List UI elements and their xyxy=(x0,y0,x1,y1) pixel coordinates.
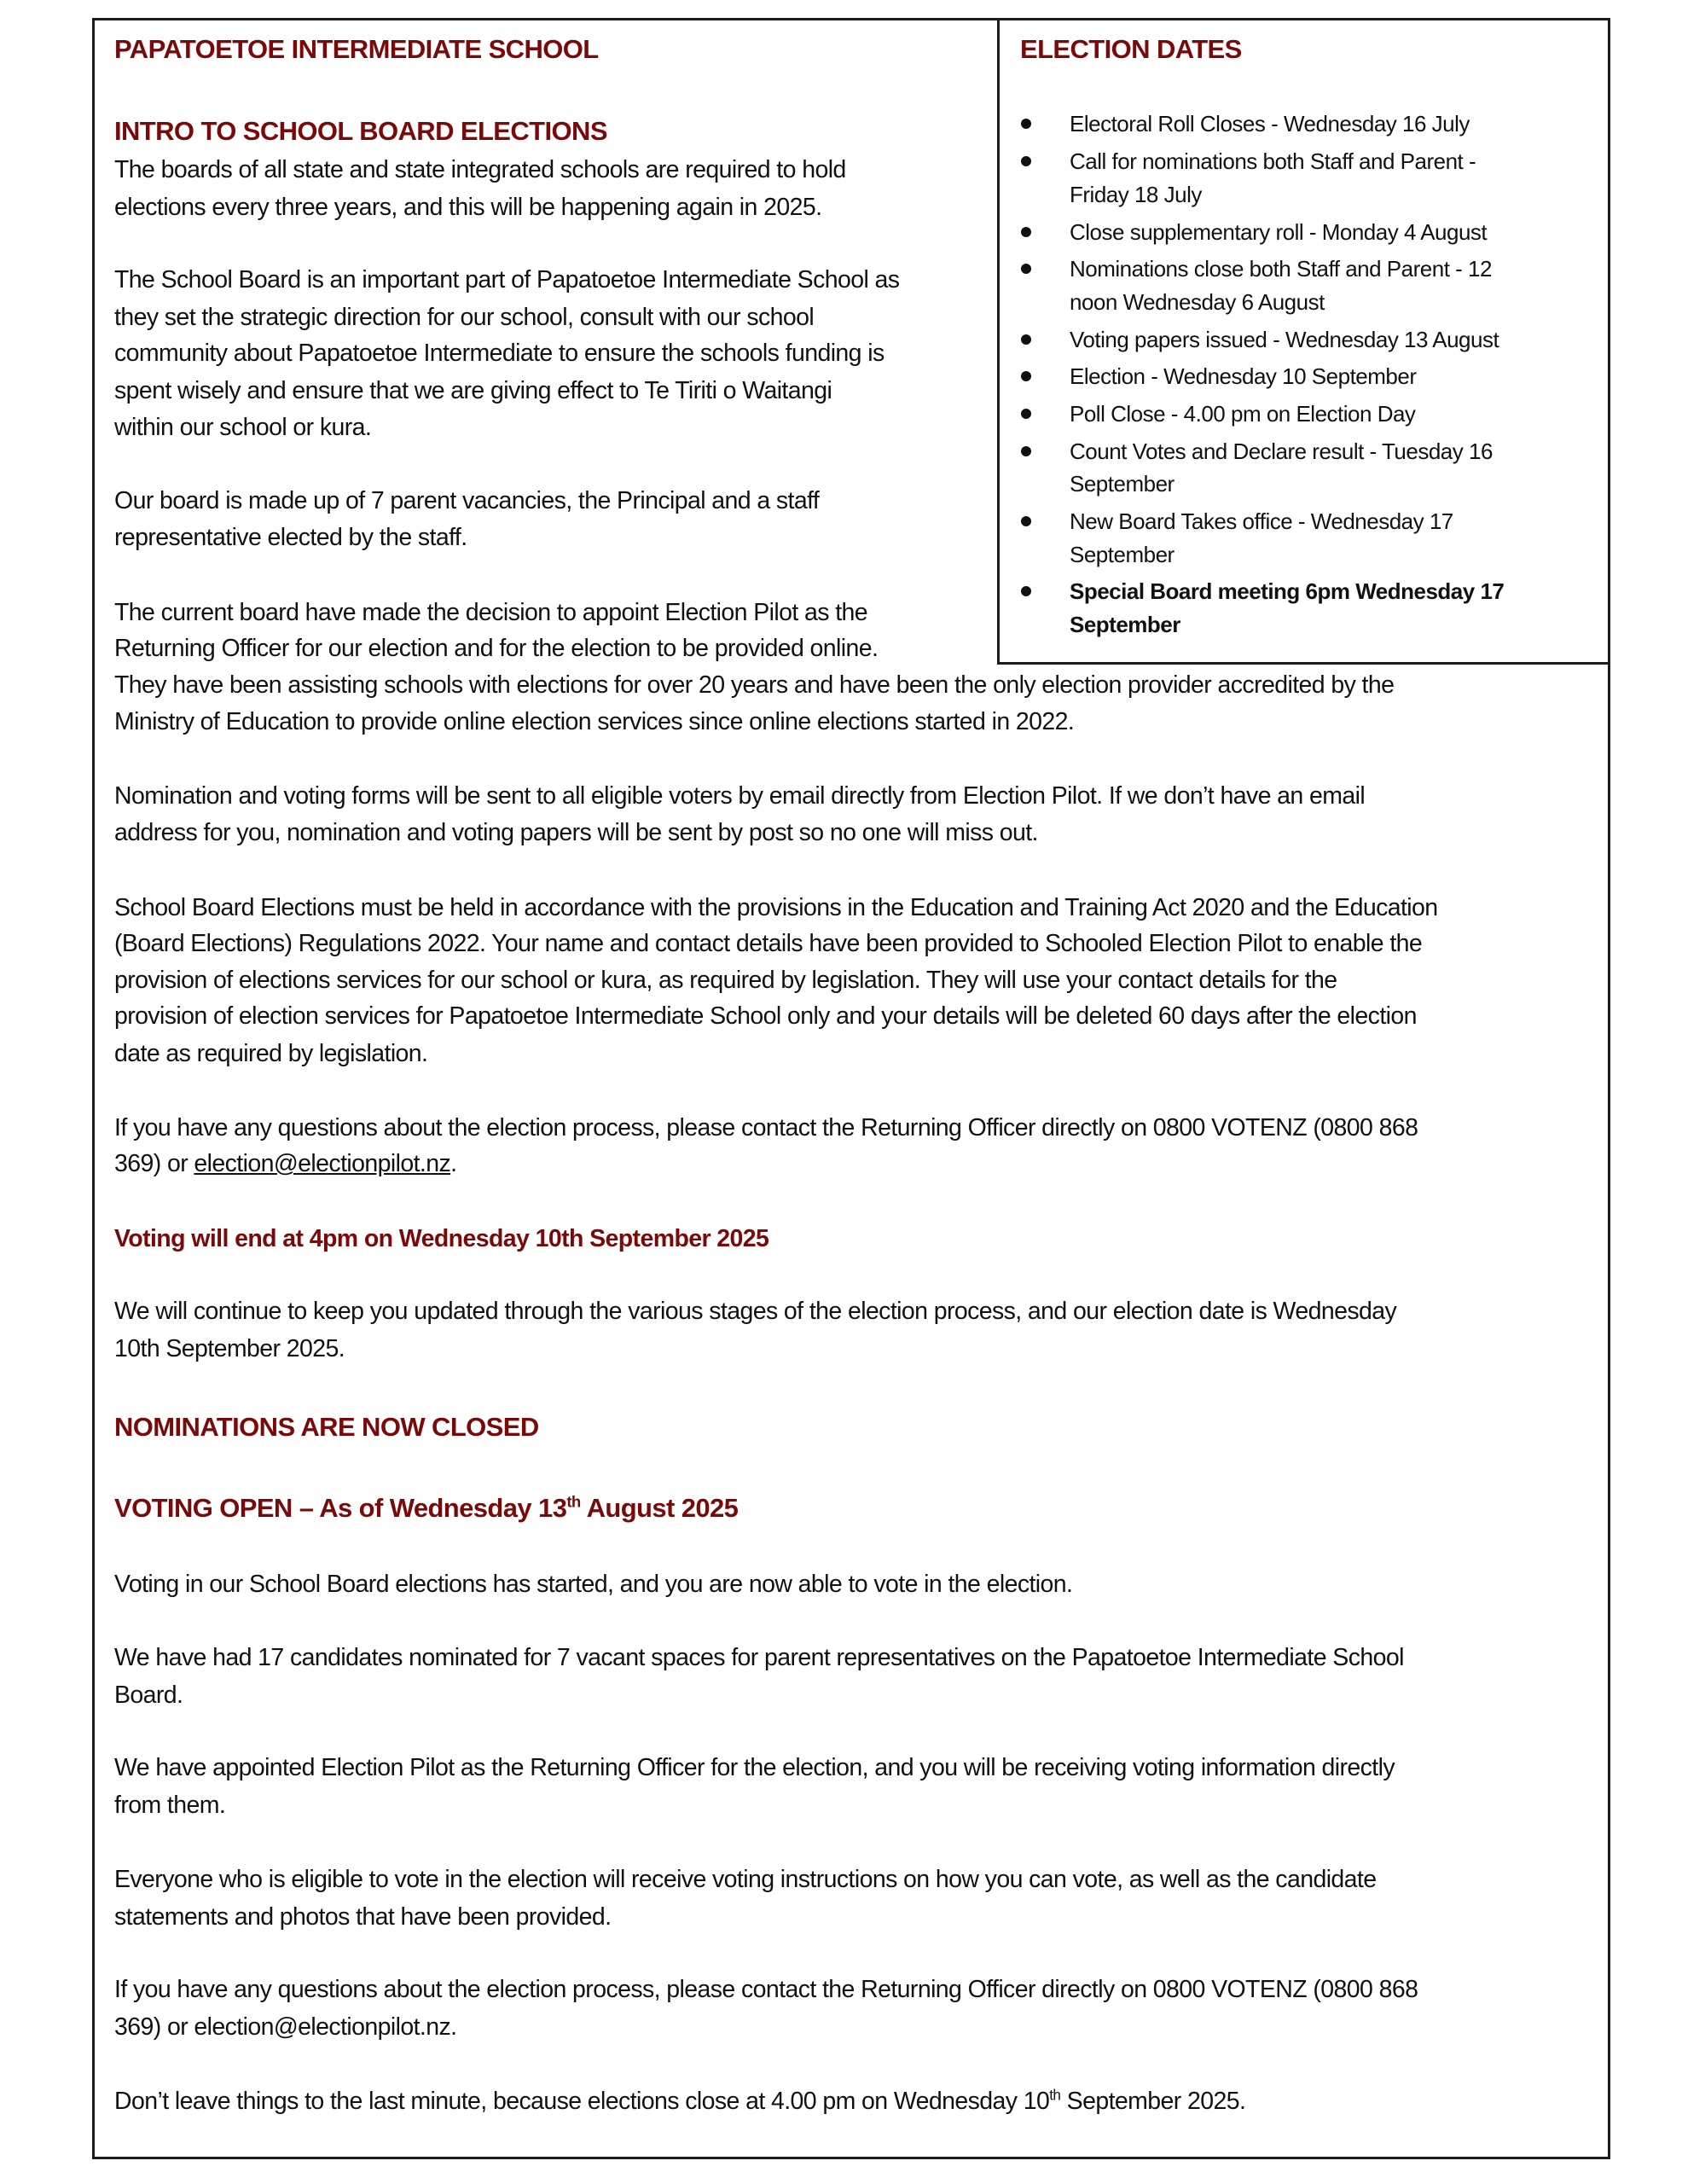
last-minute-prefix: Don’t leave things to the last minute, because elections close at 4.00 pm on Wednesday 10 xyxy=(114,2088,1050,2115)
questions-text: If you have any questions about the election process, please contact the Returning Officer directly on 0800 VOTENZ (0800 868 xyxy=(114,1114,1418,1141)
board-makeup-text: representative elected by the staff. xyxy=(114,524,467,551)
board-role-text: The School Board is an important part of Papatoetoe Intermediate School as xyxy=(114,266,900,293)
forms-text: Nomination and voting forms will be sent to all eligible voters by email directly from Election Pilot. If we don’t have an email xyxy=(114,782,1366,810)
ordinal-suffix: th xyxy=(566,1492,581,1511)
bullet-icon xyxy=(1021,516,1031,526)
instructions-text: statements and photos that have been provided. xyxy=(114,1903,612,1931)
voting-open-prefix: VOTING OPEN – As of Wednesday 13 xyxy=(114,1493,567,1523)
date-item: Poll Close - 4.00 pm on Election Day xyxy=(1070,401,1416,427)
date-item-cont: noon Wednesday 6 August xyxy=(1070,289,1325,315)
instructions-text: Everyone who is eligible to vote in the election will receive voting instructions on how you can vote, as well as the candidate xyxy=(114,1866,1377,1893)
last-minute-text xyxy=(114,2087,1245,2116)
board-role-text: within our school or kura. xyxy=(114,414,372,441)
date-item: Voting papers issued - Wednesday 13 August xyxy=(1070,327,1499,352)
board-role-text: community about Papatoetoe Intermediate to ensure the schools funding is xyxy=(114,340,884,367)
legislation-text: provision of election services for Papatoetoe Intermediate School only and your details will be deleted 60 days after the election xyxy=(114,1002,1417,1030)
questions-suffix: . xyxy=(450,1150,457,1177)
voting-open-heading xyxy=(114,1493,738,1524)
intro-heading: INTRO TO SCHOOL BOARD ELECTIONS xyxy=(114,116,607,146)
appointed-text: from them. xyxy=(114,1792,226,1819)
bullet-icon xyxy=(1021,586,1031,596)
bullet-icon xyxy=(1021,371,1031,381)
bullet-icon xyxy=(1021,334,1031,345)
bullet-icon xyxy=(1021,119,1031,129)
nominations-closed-heading: NOMINATIONS ARE NOW CLOSED xyxy=(114,1412,539,1442)
legislation-text: date as required by legislation. xyxy=(114,1040,428,1067)
date-item-highlight-cont: September xyxy=(1070,612,1180,637)
board-makeup-text: Our board is made up of 7 parent vacancies, the Principal and a staff xyxy=(114,487,820,514)
board-role-text: they set the strategic direction for our school, consult with our school xyxy=(114,304,815,331)
updates-text: We will continue to keep you updated through the various stages of the election process, and our election date is Wednesday xyxy=(114,1298,1397,1325)
returning-officer-text: The current board have made the decision to appoint Election Pilot as the xyxy=(114,599,868,626)
ordinal-suffix: th xyxy=(1049,2087,1061,2104)
questions-text-2: 369) or election@electionpilot.nz. xyxy=(114,2013,457,2041)
date-item: Count Votes and Declare result - Tuesday 16 xyxy=(1070,439,1493,464)
returning-officer-text: Returning Officer for our election and for the election to be provided online. xyxy=(114,635,879,662)
date-item-cont: September xyxy=(1070,471,1174,497)
last-minute-suffix: September 2025. xyxy=(1060,2088,1246,2115)
bullet-icon xyxy=(1021,227,1031,237)
questions-text-contact xyxy=(114,1149,456,1178)
appointed-text: We have appointed Election Pilot as the Returning Officer for the election, and you will be receiving voting information directly xyxy=(114,1754,1395,1781)
returning-officer-text: They have been assisting schools with elections for over 20 years and have been the only election provider accredited by the xyxy=(114,671,1395,699)
date-item: Electoral Roll Closes - Wednesday 16 July xyxy=(1070,111,1470,136)
date-item: New Board Takes office - Wednesday 17 xyxy=(1070,508,1453,534)
forms-text: address for you, nomination and voting papers will be sent by post so no one will miss out. xyxy=(114,819,1038,846)
email-link[interactable]: election@electionpilot.nz xyxy=(194,1150,451,1177)
voting-started-text: Voting in our School Board elections has started, and you are now able to vote in the election. xyxy=(114,1571,1073,1598)
intro-text: elections every three years, and this will be happening again in 2025. xyxy=(114,194,822,221)
intro-text: The boards of all state and state integrated schools are required to hold xyxy=(114,156,846,183)
board-role-text: spent wisely and ensure that we are giving effect to Te Tiriti o Waitangi xyxy=(114,377,832,404)
updates-text: 10th September 2025. xyxy=(114,1335,345,1362)
date-item: Nominations close both Staff and Parent - 12 xyxy=(1070,256,1492,282)
date-item-cont: Friday 18 July xyxy=(1070,182,1202,207)
questions-text-2: If you have any questions about the election process, please contact the Returning Officer directly on 0800 VOTENZ (0800 868 xyxy=(114,1976,1418,2003)
bullet-icon xyxy=(1021,156,1031,166)
legislation-text: provision of elections services for our school or kura, as required by legislation. They will use your contact details for the xyxy=(114,967,1337,994)
date-item-cont: September xyxy=(1070,542,1174,567)
bullet-icon xyxy=(1021,446,1031,456)
bullet-icon xyxy=(1021,264,1031,274)
candidates-text: Board. xyxy=(114,1682,183,1709)
date-item-highlight: Special Board meeting 6pm Wednesday 17 xyxy=(1070,578,1505,604)
bullet-icon xyxy=(1021,409,1031,419)
voting-open-suffix: August 2025 xyxy=(580,1493,739,1523)
returning-officer-text: Ministry of Education to provide online election services since online elections started in 2022. xyxy=(114,708,1075,735)
date-item: Election - Wednesday 10 September xyxy=(1070,363,1417,389)
legislation-text: School Board Elections must be held in accordance with the provisions in the Education and Training Act 2020 and the Education xyxy=(114,894,1438,921)
date-item: Close supplementary roll - Monday 4 August xyxy=(1070,219,1488,245)
candidates-text: We have had 17 candidates nominated for 7 vacant spaces for parent representatives on the Papatoetoe Intermediate School xyxy=(114,1644,1404,1671)
election-dates-heading: ELECTION DATES xyxy=(1020,34,1242,64)
voting-end-notice: Voting will end at 4pm on Wednesday 10th September 2025 xyxy=(114,1225,769,1252)
questions-prefix: 369) or xyxy=(114,1150,194,1177)
date-item: Call for nominations both Staff and Parent - xyxy=(1070,148,1476,174)
school-title: PAPATOETOE INTERMEDIATE SCHOOL xyxy=(114,34,599,64)
legislation-text: (Board Elections) Regulations 2022. Your name and contact details have been provided to Schooled Election Pilot to enable the xyxy=(114,930,1423,957)
